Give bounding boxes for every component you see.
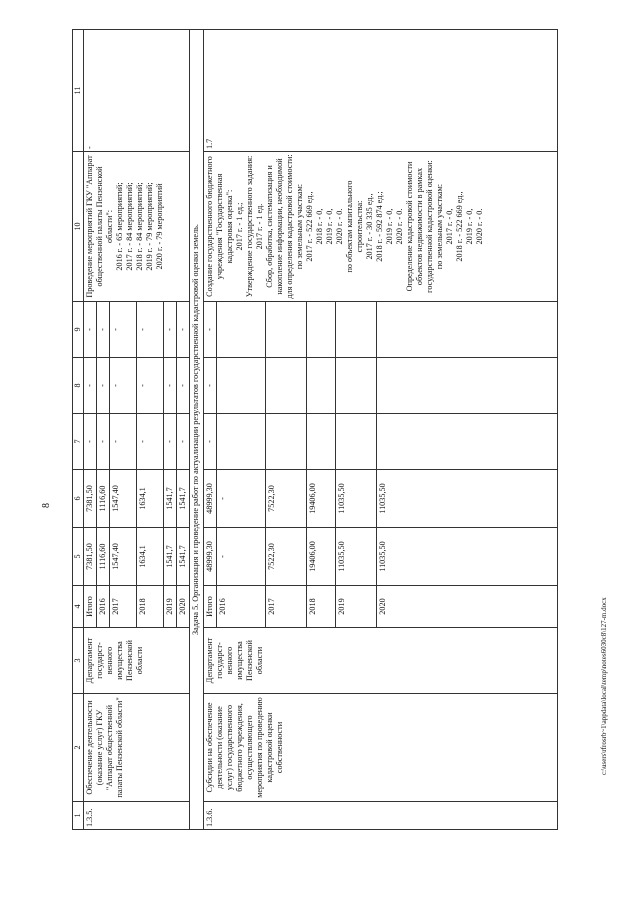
local-budget xyxy=(266,358,307,414)
other-sources: - xyxy=(137,302,164,358)
year: Итого xyxy=(84,586,97,628)
other-sources xyxy=(307,302,336,358)
other-sources: - xyxy=(164,302,177,358)
year: 2020 xyxy=(377,586,558,628)
col-num: 9 xyxy=(73,302,84,358)
total-amount: 1541,7 xyxy=(177,528,190,586)
local-budget xyxy=(377,358,558,414)
other-sources: - xyxy=(177,302,190,358)
col-num: 8 xyxy=(73,358,84,414)
regional-budget: 7522,30 xyxy=(266,470,307,528)
federal-budget xyxy=(336,414,377,470)
federal-budget: - xyxy=(204,414,217,470)
local-budget: - xyxy=(204,358,217,414)
indicator-link: - xyxy=(84,30,190,152)
federal-budget: - xyxy=(164,414,177,470)
col-num: 1 xyxy=(73,802,84,830)
expected-result: Создание государственного бюджетного учреждения "Государственная кадастровая оценка": 2017 г. - 1 ед.; Утверждение государственного задания: 2017 г. - 1 ед. Сбор, обработка, систематизация и накопление информации, необходимой для определения кадастровой стоимости: по земельным участкам: 2017 г. - 522 669 ед., 2018 г. - 0, 2019 г. - 0, 2020 г. - 0. по объектам капитального строительства: 2017 г. - 30 335 ед., 2018 г. - 592 874 ед.; 2019 г. - 0, 2020 г. - 0. Определение кадастровой стоимости объектов недвижимости в рамках государственной кадастровой оценки: по земельным участкам: 2017 г. - 0, 2018 г. - 522 669 ед., 2019 г. - 0, 2020 г. - 0. xyxy=(204,152,558,302)
total-amount: 7381,50 xyxy=(84,528,97,586)
row-number: 1.3.6. xyxy=(204,802,558,830)
other-sources xyxy=(377,302,558,358)
other-sources xyxy=(217,302,266,358)
federal-budget: - xyxy=(110,414,137,470)
total-amount: 11035,50 xyxy=(336,528,377,586)
regional-budget: 1634,1 xyxy=(137,470,164,528)
executor: Департамент государст-венного имущества Пензенской области xyxy=(84,628,190,694)
regional-budget: 11035,50 xyxy=(336,470,377,528)
indicator-link: 1.7 xyxy=(204,30,558,152)
col-num: 2 xyxy=(73,694,84,802)
task-separator-row xyxy=(190,30,204,830)
federal-budget xyxy=(266,414,307,470)
local-budget: - xyxy=(110,358,137,414)
regional-budget: 1116,60 xyxy=(97,470,110,528)
federal-budget: - xyxy=(97,414,110,470)
total-amount: 11035,50 xyxy=(377,528,558,586)
other-sources: - xyxy=(110,302,137,358)
other-sources: - xyxy=(97,302,110,358)
local-budget xyxy=(307,358,336,414)
total-amount: - xyxy=(217,528,266,586)
table-row xyxy=(204,30,217,830)
col-num: 7 xyxy=(73,414,84,470)
activity-name: Обеспечение деятельности (оказание услуг) ГКУ "Аппарат общественной палаты Пензенской области" xyxy=(84,694,190,802)
row-number: 1.3.5. xyxy=(84,802,190,830)
regional-budget: 1547,40 xyxy=(110,470,137,528)
regional-budget: 48999,30 xyxy=(204,470,217,528)
regional-budget: 7381,50 xyxy=(84,470,97,528)
other-sources xyxy=(266,302,307,358)
total-amount: 7522,30 xyxy=(266,528,307,586)
other-sources xyxy=(336,302,377,358)
page-number: 8 xyxy=(41,503,52,508)
federal-budget: - xyxy=(177,414,190,470)
rotated-table-container xyxy=(72,30,586,830)
year: Итого xyxy=(204,586,217,628)
year: 2019 xyxy=(164,586,177,628)
executor: Департамент государст-венного имущества Пензенской области xyxy=(204,628,558,694)
year: 2020 xyxy=(177,586,190,628)
expected-result: Проведение мероприятий ГКУ "Аппарат общественной палаты Пензенской области": 2016 г. - 65 мероприятий; 2017 г. - 84 мероприятий; 2018 г. - 84 мероприятий; 2019 г. - 79 мероприятий; 2020 г. - 79 мероприятий xyxy=(84,152,190,302)
activity-name: Субсидии на обеспечение деятельности (оказание услуг) государственного бюджетного учреждения, осуществляющего мероприятия по проведению кадастровой оценки собственности xyxy=(204,694,558,802)
local-budget: - xyxy=(177,358,190,414)
regional-budget: 1541,7 xyxy=(177,470,190,528)
year: 2018 xyxy=(307,586,336,628)
total-amount: 19406,00 xyxy=(307,528,336,586)
regional-budget: 1541,7 xyxy=(164,470,177,528)
other-sources: - xyxy=(204,302,217,358)
col-num: 4 xyxy=(73,586,84,628)
local-budget: - xyxy=(97,358,110,414)
local-budget xyxy=(336,358,377,414)
federal-budget xyxy=(307,414,336,470)
federal-budget: - xyxy=(84,414,97,470)
regional-budget: - xyxy=(217,470,266,528)
local-budget: - xyxy=(84,358,97,414)
regional-budget: 19406,00 xyxy=(307,470,336,528)
task-title: Задача 5. Организация и проведение работ по актуализации результатов государственной кадастровой оценки земель. xyxy=(190,30,204,830)
total-amount: 1541,7 xyxy=(164,528,177,586)
total-amount: 48999,30 xyxy=(204,528,217,586)
year: 2017 xyxy=(110,586,137,628)
col-num: 10 xyxy=(73,152,84,302)
year: 2019 xyxy=(336,586,377,628)
total-amount: 1634,1 xyxy=(137,528,164,586)
year: 2017 xyxy=(266,586,307,628)
regional-budget: 11035,50 xyxy=(377,470,558,528)
federal-budget xyxy=(377,414,558,470)
local-budget xyxy=(217,358,266,414)
other-sources: - xyxy=(84,302,97,358)
year: 2016 xyxy=(97,586,110,628)
total-amount: 1547,40 xyxy=(110,528,137,586)
federal-budget: - xyxy=(137,414,164,470)
total-amount: 1116,60 xyxy=(97,528,110,586)
local-budget: - xyxy=(137,358,164,414)
column-number-row xyxy=(73,30,84,830)
year: 2018 xyxy=(137,586,164,628)
col-num: 6 xyxy=(73,470,84,528)
col-num: 5 xyxy=(73,528,84,586)
table-row xyxy=(84,30,97,830)
local-budget: - xyxy=(164,358,177,414)
federal-budget xyxy=(217,414,266,470)
program-activities-table xyxy=(72,29,558,830)
col-num: 11 xyxy=(73,30,84,152)
col-num: 3 xyxy=(73,628,84,694)
footer-file-path: c:\users\rfrosrb~1\appdata\local\temp\notes6030c8\127-m.docx xyxy=(600,597,608,775)
year: 2016 xyxy=(217,586,266,628)
